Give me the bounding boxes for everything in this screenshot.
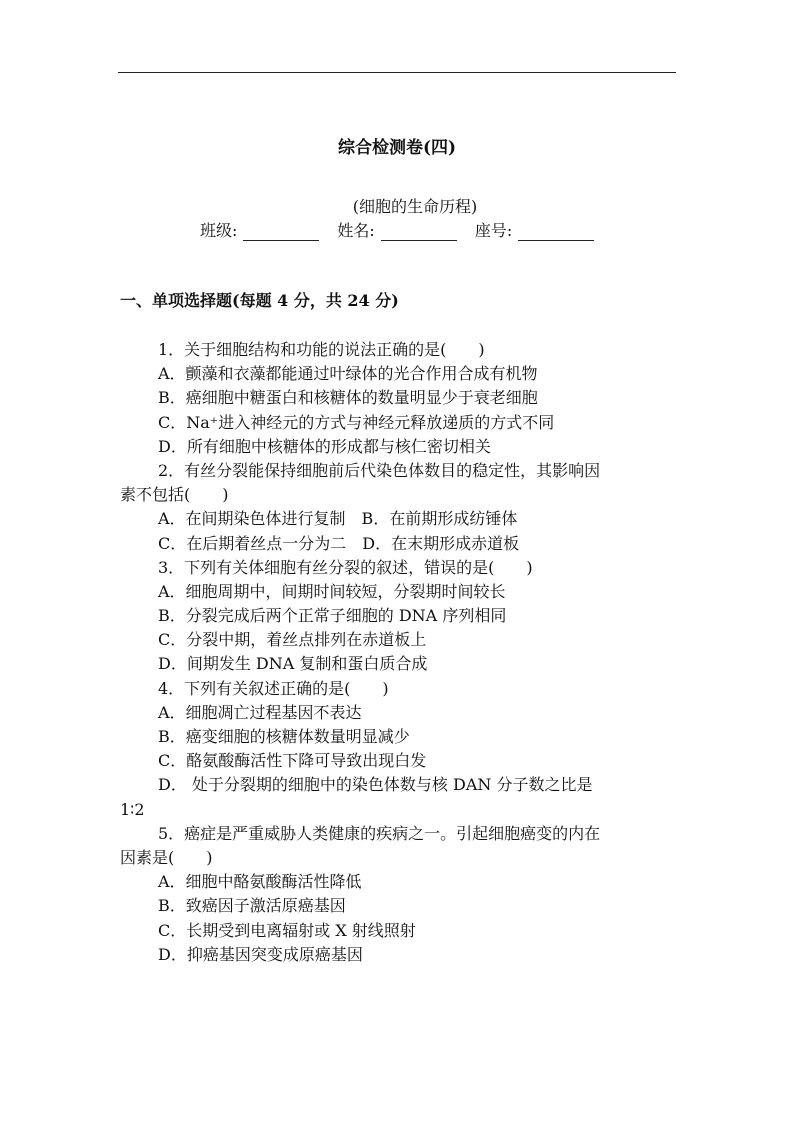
- class-label: 班级:: [200, 221, 238, 240]
- question-line: 3．下列有关体细胞有丝分裂的叙述，错误的是( ): [158, 557, 533, 577]
- answer-option: A．颤藻和衣藻都能通过叶绿体的光合作用合成有机物: [158, 364, 538, 384]
- answer-option: A．细胞周期中，间期时间较短，分裂期时间较长: [158, 581, 506, 601]
- answer-option: A．细胞中酪氨酸酶活性降低: [158, 872, 362, 892]
- answer-option: B．分裂完成后两个正常子细胞的 DNA 序列相同: [158, 606, 507, 626]
- answer-option: C．酪氨酸酶活性下降可导致出现白发: [158, 751, 427, 771]
- seat-label: 座号:: [474, 221, 513, 240]
- name-label: 姓名:: [337, 221, 375, 240]
- name-field[interactable]: [381, 222, 457, 241]
- question-line: 因素是( ): [120, 847, 213, 867]
- seat-field[interactable]: [518, 222, 594, 241]
- answer-option: C．长期受到电离辐射或 X 射线照射: [158, 920, 416, 940]
- section-heading: 一、单项选择题(每题 4 分，共 24 分): [120, 291, 399, 310]
- question-line: 5．癌症是严重威胁人类健康的疾病之一。引起细胞癌变的内在: [158, 823, 601, 843]
- page-subtitle: (细胞的生命历程): [352, 197, 478, 216]
- page-title: 综合检测卷(四): [337, 138, 457, 158]
- answer-option: C．Na⁺进入神经元的方式与神经元释放递质的方式不同: [158, 412, 555, 432]
- question-line: 2．有丝分裂能保持细胞前后代染色体数目的稳定性，其影响因: [158, 460, 601, 480]
- header-rule: [118, 72, 676, 73]
- class-field[interactable]: [243, 222, 319, 241]
- answer-option: C．在后期着丝点一分为二 D．在末期形成赤道板: [158, 533, 520, 553]
- answer-option: B．致癌因子激活原癌基因: [158, 896, 346, 916]
- answer-option: B．癌细胞中糖蛋白和核糖体的数量明显少于衰老细胞: [158, 388, 538, 408]
- answer-option: A．细胞凋亡过程基因不表达: [158, 702, 362, 722]
- answer-option: C．分裂中期，着丝点排列在赤道板上: [158, 630, 427, 650]
- question-line: 1．关于细胞结构和功能的说法正确的是( ): [158, 340, 485, 359]
- answer-option: D．间期发生 DNA 复制和蛋白质合成: [158, 654, 428, 674]
- question-line: 4．下列有关叙述正确的是( ): [158, 678, 389, 698]
- question-list: [120, 338, 680, 967]
- question-line: 素不包括( ): [120, 485, 229, 505]
- answer-option: D． 处于分裂期的细胞中的染色体数与核 DAN 分子数之比是: [158, 775, 593, 795]
- answer-option: D．抑癌基因突变成原癌基因: [158, 944, 363, 964]
- student-info-row: [200, 218, 612, 241]
- answer-option: B．癌变细胞的核糖体数量明显减少: [158, 727, 410, 746]
- answer-option: D．所有细胞中核糖体的形成都与核仁密切相关: [158, 436, 491, 456]
- answer-option: A．在间期染色体进行复制 B．在前期形成纺锤体: [158, 509, 518, 529]
- question-line: 1∶2: [120, 799, 145, 819]
